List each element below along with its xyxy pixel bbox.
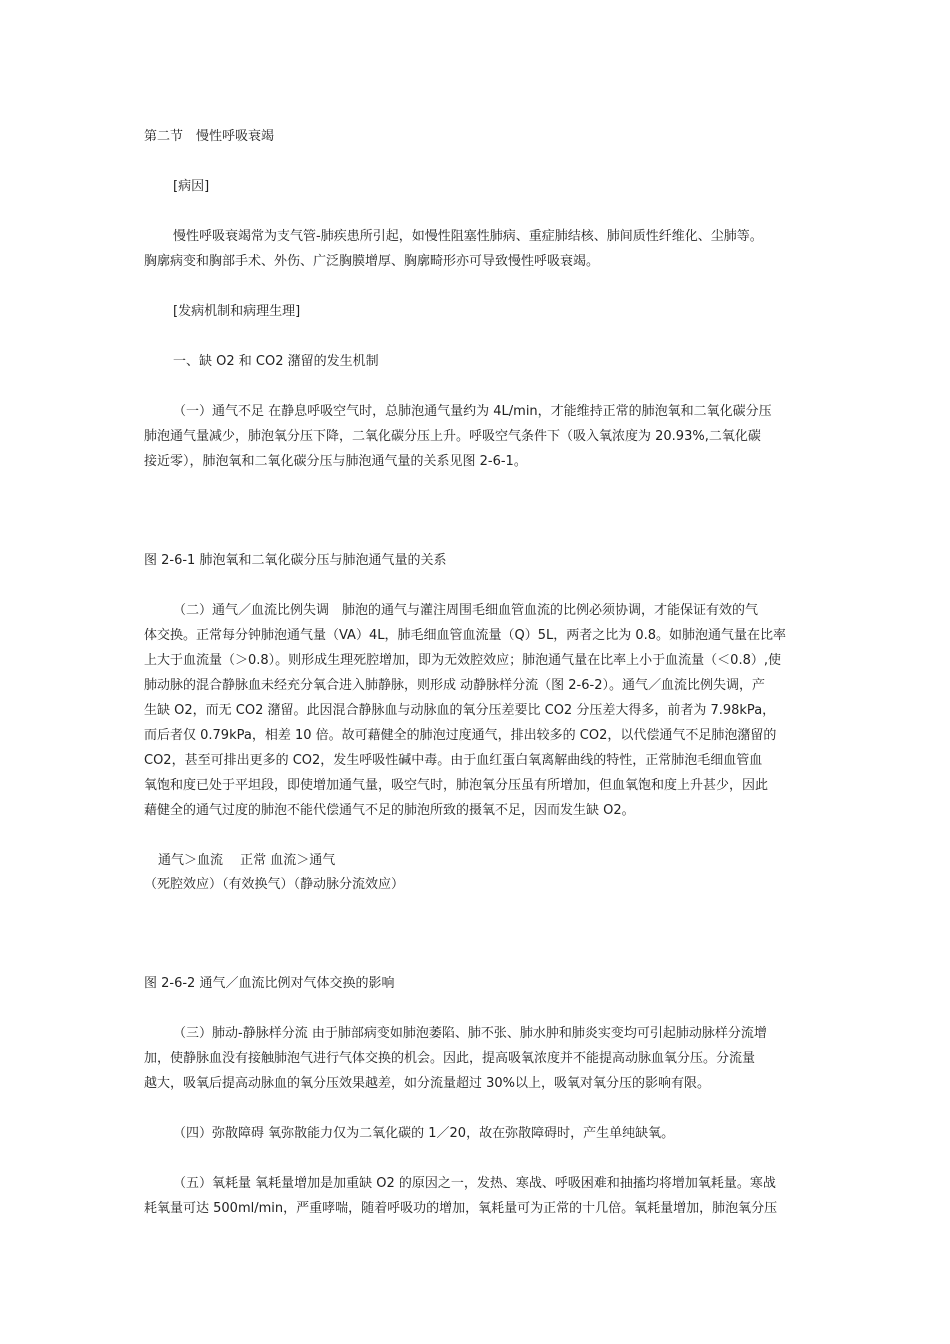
paragraph-1-line: 肺泡通气量减少，肺泡氧分压下降，二氧化碳分压上升。呼吸空气条件下（吸入氧浓度为 20.93%,二氧化碳 [144,429,761,444]
paragraph-2-line: 而后者仅 0.79kPa，相差 10 倍。故可藉健全的肺泡过度通气，排出较多的 CO2，以代偿通气不足肺泡潴留的 [144,728,777,743]
paragraph-2-line: CO2，甚至可排出更多的 CO2，发生呼吸性碱中毒。由于血红蛋白氧离解曲线的特性，正常肺泡毛细血管血 [144,753,763,768]
etiology-heading: [病因] [173,179,210,194]
paragraph-2-line: 藉健全的通气过度的肺泡不能代偿通气不足的肺泡所致的摄氧不足，因而发生缺 O2。 [144,803,635,818]
section-title: 第二节 慢性呼吸衰竭 [144,129,275,144]
figure-2-caption: 图 2-6-2 通气／血流比例对气体交换的影响 [144,976,395,991]
figure-2-effect-row: （死腔效应）（有效换气）（静动脉分流效应） [144,877,405,892]
paragraph-3-line: 越大，吸氧后提高动脉血的氧分压效果越差，如分流量超过 30%以上，吸氧对氧分压的影响有限。 [144,1076,711,1091]
paragraph-1-line: 接近零），肺泡氧和二氧化碳分压与肺泡通气量的关系见图 2-6-1。 [144,454,527,469]
paragraph-2-line: （二）通气／血流比例失调 肺泡的通气与灌注周围毛细血管血流的比例必须协调，才能保证有效的气 [173,603,759,618]
etiology-line: 胸廓病变和胸部手术、外伤、广泛胸膜增厚、胸廓畸形亦可导致慢性呼吸衰竭。 [144,254,600,269]
mechanism-subheading: 一、缺 O2 和 CO2 潴留的发生机制 [173,354,379,369]
mechanism-heading: [发病机制和病理生理] [173,304,301,319]
paragraph-2-line: 肺动脉的混合静脉血未经充分氧合进入肺静脉，则形成 动静脉样分流（图 2-6-2）。通气／血流比例失调，产 [144,678,765,693]
figure-2-label-row: 通气＞血流 正常 血流＞通气 [158,853,336,868]
paragraph-4-line: （四）弥散障碍 氧弥散能力仅为二氧化碳的 1／20，故在弥散障碍时，产生单纯缺氧。 [173,1126,675,1141]
paragraph-2-line: 氧饱和度已处于平坦段，即使增加通气量，吸空气时，肺泡氧分压虽有所增加，但血氧饱和度上升甚少，因此 [144,778,769,793]
paragraph-3-line: （三）肺动-静脉样分流 由于肺部病变如肺泡萎陷、肺不张、肺水肿和肺炎实变均可引起肺动脉样分流增 [173,1026,767,1041]
paragraph-5-line: （五）氧耗量 氧耗量增加是加重缺 O2 的原因之一，发热、寒战、呼吸困难和抽搐均将增加氧耗量。寒战 [173,1176,776,1191]
etiology-line: 慢性呼吸衰竭常为支气管-肺疾患所引起，如慢性阻塞性肺病、重症肺结核、肺间质性纤维化、尘肺等。 [173,229,763,244]
figure-1-caption: 图 2-6-1 肺泡氧和二氧化碳分压与肺泡通气量的关系 [144,553,447,568]
paragraph-2-line: 生缺 O2，而无 CO2 潴留。此因混合静脉血与动脉血的氧分压差要比 CO2 分压差大得多，前者为 7.98kPa， [144,703,776,718]
paragraph-2-line: 体交换。正常每分钟肺泡通气量（VA）4L，肺毛细血管血流量（Q）5L，两者之比为 0.8。如肺泡通气量在比率 [144,628,787,643]
paragraph-5-line: 耗氧量可达 500ml/min，严重哮喘，随着呼吸功的增加，氧耗量可为正常的十几倍。氧耗量增加，肺泡氧分压 [144,1201,778,1216]
paragraph-2-line: 上大于血流量（＞0.8）。则形成生理死腔增加，即为无效腔效应；肺泡通气量在比率上小于血流量（＜0.8）,使 [144,653,781,668]
paragraph-1-line: （一）通气不足 在静息呼吸空气时，总肺泡通气量约为 4L/min，才能维持正常的肺泡氧和二氧化碳分压 [173,404,772,419]
paragraph-3-line: 加，使静脉血没有接触肺泡气进行气体交换的机会。因此，提高吸氧浓度并不能提高动脉血氧分压。分流量 [144,1051,756,1066]
